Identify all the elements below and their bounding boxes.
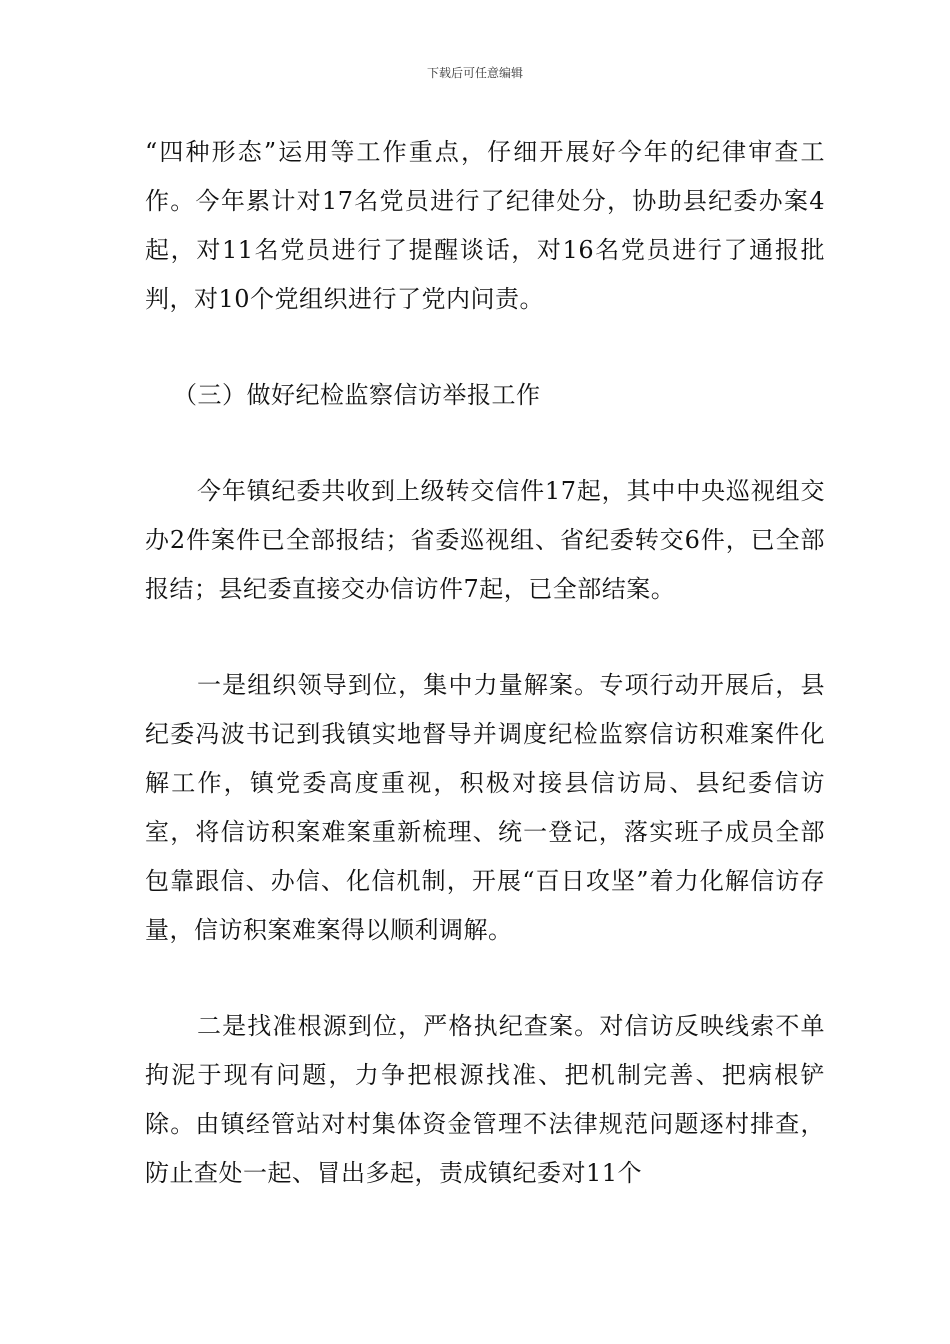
paragraph-discipline-review: “四种形态”运用等工作重点，仔细开展好今年的纪律审查工作。今年累计对17名党员进行了纪律处分，协助县纪委办案4起，对11名党员进行了提醒谈话，对16名党员进行了通报批判，对10个党组织进行了党内问责。: [145, 138, 825, 313]
paragraph-petition-summary: 今年镇纪委共收到上级转交信件17起，其中中央巡视组交办2件案件已全部报结；省委巡视组、省纪委转交6件，已全部报结；县纪委直接交办信访件7起，已全部结案。: [145, 477, 825, 603]
paragraph-organization-leadership: 一是组织领导到位，集中力量解案。专项行动开展后，县纪委冯波书记到我镇实地督导并调度纪检监察信访积难案件化解工作，镇党委高度重视，积极对接县信访局、县纪委信访室，将信访积案难案重新梳理、统一登记，落实班子成员全部包靠跟信、办信、化信机制，开展“百日攻坚”着力化解信访存量，信访积案难案得以顺利调解。: [145, 671, 825, 944]
page-header-note: 下载后可任意编辑: [426, 66, 523, 80]
section-heading-petition-work: （三）做好纪检监察信访举报工作: [173, 381, 541, 409]
document-body: [145, 128, 825, 1198]
paragraph-root-cause: 二是找准根源到位，严格执纪查案。对信访反映线索不单拘泥于现有问题，力争把根源找准、把机制完善、把病根铲除。由镇经管站对村集体资金管理不法律规范问题逐村排查，防止查处一起、冒出多起，责成镇纪委对11个: [145, 1012, 825, 1187]
